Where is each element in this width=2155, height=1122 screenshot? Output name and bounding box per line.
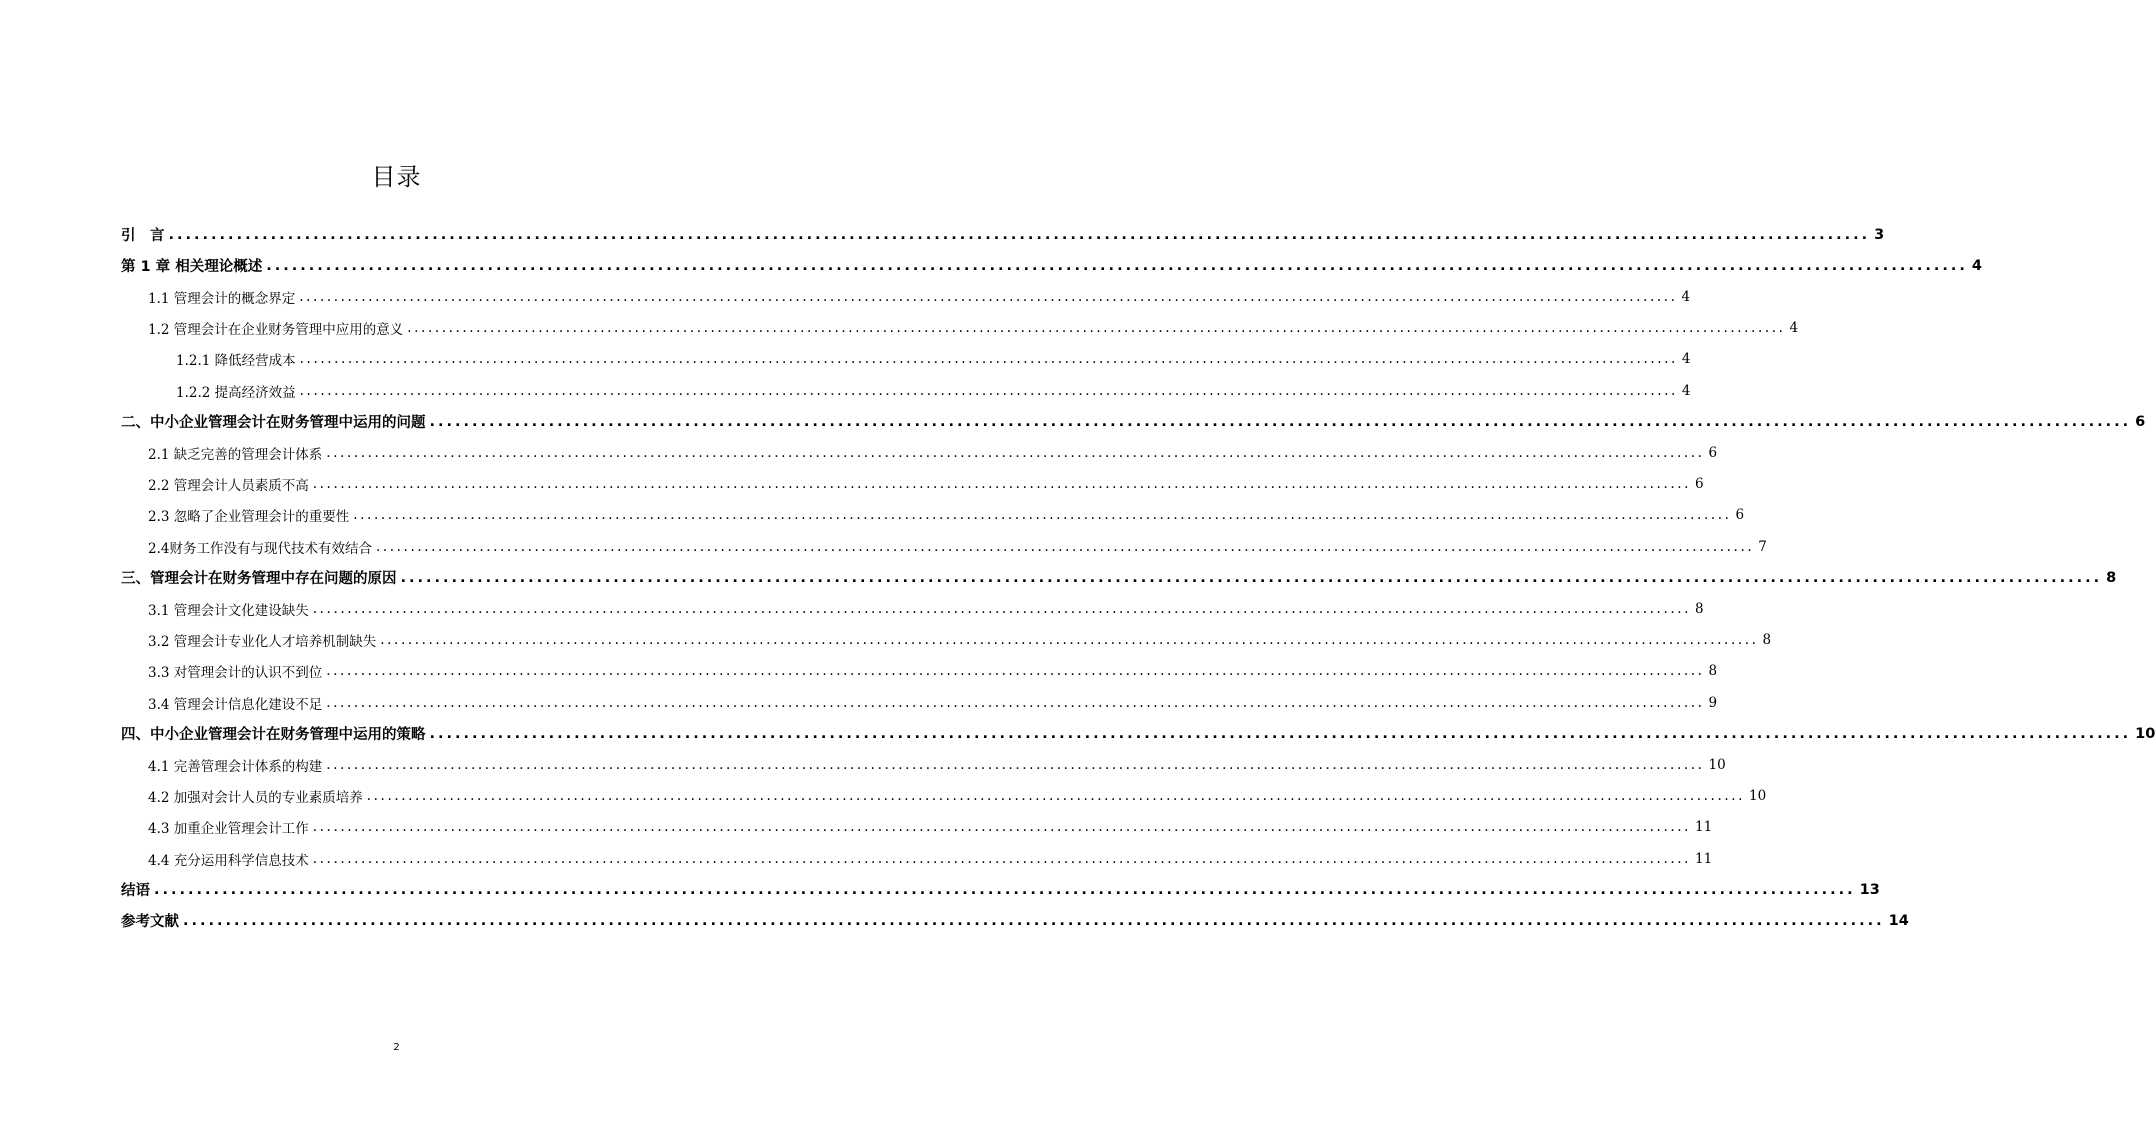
toc-entry-text: 三、管理会计在财务管理中存在问题的原因	[121, 571, 397, 588]
toc-entry-page: 13	[1859, 881, 1880, 898]
toc-entry-page: 4	[1789, 320, 1799, 337]
toc-entry[interactable]	[148, 281, 1691, 312]
toc-dot-leader: ........................................................................................................................................................................................................	[154, 881, 1856, 898]
toc-dot-leader: ........................................................................................................................................................................................................	[299, 382, 1678, 399]
toc-entry[interactable]	[148, 469, 1704, 500]
toc-entry-text: 结语	[121, 883, 150, 900]
toc-entry[interactable]	[121, 874, 1880, 905]
toc-dot-leader: ........................................................................................................................................................................................................	[353, 507, 1732, 524]
toc-entry[interactable]	[176, 344, 1691, 375]
toc-entry-page: 4	[1681, 382, 1691, 399]
toc-entry-text: 二、中小企业管理会计在财务管理中运用的问题	[121, 415, 426, 432]
toc-entry-text: 参考文献	[121, 914, 179, 931]
toc-dot-leader: ........................................................................................................................................................................................................	[299, 351, 1678, 368]
toc-entry-page: 10	[1708, 756, 1726, 773]
toc-entry-text: 4.1 完善管理会计体系的构建	[148, 758, 323, 775]
toc-entry[interactable]	[148, 812, 1713, 843]
toc-dot-leader: ........................................................................................................................................................................................................	[183, 912, 1885, 929]
toc-entry-text: 四、中小企业管理会计在财务管理中运用的策略	[121, 727, 426, 744]
toc-entry-page: 14	[1888, 912, 1909, 929]
toc-entry[interactable]	[148, 437, 1718, 468]
toc-entry-page: 6	[1695, 476, 1704, 493]
toc-entry-text: 第 1 章 相关理论概述	[121, 259, 263, 276]
toc-entry-page: 4	[1681, 351, 1691, 368]
toc-entry-page: 11	[1695, 819, 1713, 836]
toc-entry[interactable]	[148, 593, 1704, 624]
toc-entry-page: 4	[1971, 257, 1982, 274]
toc-entry-text: 1.2.1 降低经营成本	[176, 353, 296, 370]
toc-entry-page: 4	[1681, 288, 1691, 305]
toc-entry-text: 2.4财务工作没有与现代技术有效结合	[148, 540, 372, 557]
toc-entry-text: 3.4 管理会计信息化建设不足	[148, 696, 323, 713]
toc-dot-leader: ........................................................................................................................................................................................................	[312, 476, 1692, 493]
toc-dot-leader: ........................................................................................................................................................................................................	[312, 819, 1692, 836]
toc-entry[interactable]	[148, 313, 1799, 344]
toc-entry[interactable]	[148, 625, 1772, 656]
toc-dot-leader: ........................................................................................................................................................................................................	[168, 226, 1871, 243]
toc-entry-text: 3.1 管理会计文化建设缺失	[148, 602, 309, 619]
toc-entry-page: 7	[1758, 538, 1767, 555]
toc-entry-text: 3.3 对管理会计的认识不到位	[148, 665, 323, 682]
toc-dot-leader: ........................................................................................................................................................................................................	[429, 413, 2132, 430]
toc-entry-text: 3.2 管理会计专业化人才培养机制缺失	[148, 634, 377, 651]
toc-dot-leader: ........................................................................................................................................................................................................	[266, 257, 1968, 274]
toc-dot-leader: ........................................................................................................................................................................................................	[366, 788, 1746, 805]
toc-entry-page: 10	[1749, 788, 1767, 805]
toc-entry-text: 1.2.2 提高经济效益	[176, 384, 296, 401]
toc-entry-text: 1.2 管理会计在企业财务管理中应用的意义	[148, 322, 404, 339]
toc-entry-text: 2.1 缺乏完善的管理会计体系	[148, 446, 323, 463]
toc-dot-leader: ........................................................................................................................................................................................................	[429, 725, 2132, 742]
toc-entry-page: 10	[2135, 725, 2155, 742]
toc-entry-page: 8	[1708, 663, 1718, 680]
toc-dot-leader: ........................................................................................................................................................................................................	[380, 632, 1759, 649]
toc-entry-text: 4.3 加重企业管理会计工作	[148, 821, 309, 838]
toc-entry[interactable]	[148, 843, 1713, 874]
toc-title: 目录	[371, 163, 422, 191]
toc-dot-leader: ........................................................................................................................................................................................................	[400, 569, 2103, 586]
toc-entry[interactable]	[148, 500, 1745, 531]
page-number: 2	[393, 1042, 400, 1053]
toc-entry[interactable]	[148, 687, 1718, 718]
toc-entry-page: 8	[1762, 632, 1772, 649]
toc-dot-leader: ........................................................................................................................................................................................................	[407, 320, 1786, 337]
toc-entry-text: 2.3 忽略了企业管理会计的重要性	[148, 509, 350, 526]
toc-entry-page: 3	[1874, 226, 1885, 243]
toc-dot-leader: ........................................................................................................................................................................................................	[326, 444, 1705, 461]
toc-entry[interactable]	[121, 219, 1885, 250]
toc-dot-leader: ........................................................................................................................................................................................................	[326, 663, 1705, 680]
toc-entry-page: 11	[1695, 850, 1713, 867]
toc-entry-page: 8	[1695, 600, 1704, 617]
toc-entry-text: 4.4 充分运用科学信息技术	[148, 852, 309, 869]
toc-entry-page: 9	[1708, 694, 1718, 711]
toc-entry-text: 引 言	[121, 228, 165, 244]
toc-dot-leader: ........................................................................................................................................................................................................	[299, 288, 1678, 305]
toc-dot-leader: ........................................................................................................................................................................................................	[375, 538, 1755, 555]
toc-entry[interactable]	[121, 250, 1982, 281]
toc-dot-leader: ........................................................................................................................................................................................................	[312, 850, 1692, 867]
toc-dot-leader: ........................................................................................................................................................................................................	[326, 756, 1705, 773]
toc-dot-leader: ........................................................................................................................................................................................................	[312, 600, 1692, 617]
toc-entry-text: 2.2 管理会计人员素质不高	[148, 478, 309, 495]
toc-entry[interactable]	[148, 531, 1767, 562]
toc-entry-page: 6	[1708, 444, 1718, 461]
toc-dot-leader: ........................................................................................................................................................................................................	[326, 694, 1705, 711]
toc-entry[interactable]	[148, 781, 1767, 812]
toc-entry[interactable]	[148, 656, 1718, 687]
toc-entry-page: 8	[2106, 569, 2117, 586]
toc-entry[interactable]	[121, 562, 2117, 593]
toc-entry-text: 1.1 管理会计的概念界定	[148, 290, 296, 307]
toc-entry[interactable]	[176, 375, 1691, 406]
toc-entry[interactable]	[121, 905, 1909, 936]
toc-entry-page: 6	[1735, 507, 1745, 524]
toc-entry[interactable]	[148, 749, 1726, 780]
toc-entry[interactable]	[121, 406, 2146, 437]
toc-entry[interactable]	[121, 718, 2155, 749]
toc-entry-page: 6	[2135, 413, 2146, 430]
toc-entry-text: 4.2 加强对会计人员的专业素质培养	[148, 790, 363, 807]
